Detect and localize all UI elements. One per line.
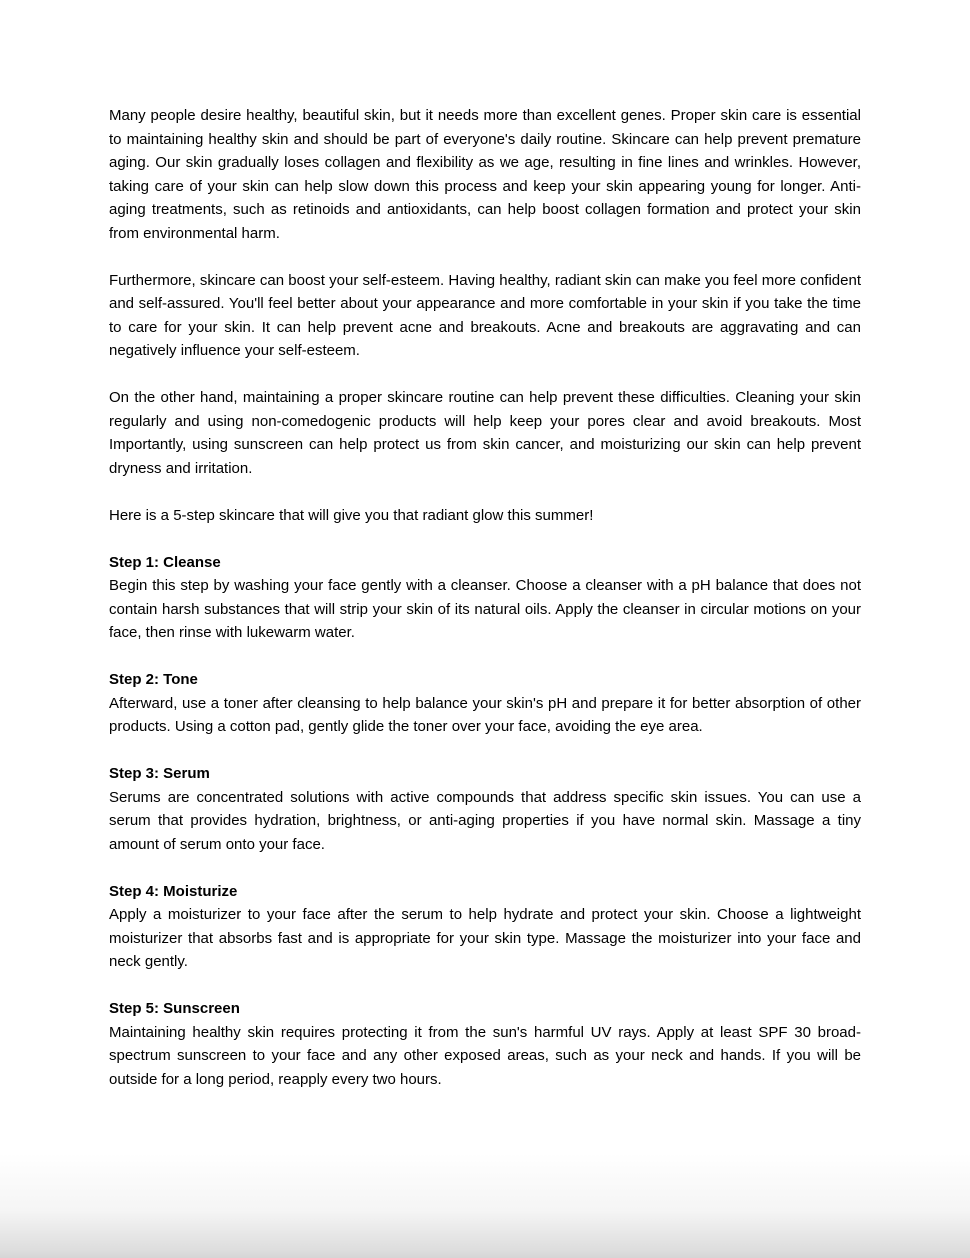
step-heading-cleanse: Step 1: Cleanse xyxy=(109,553,221,571)
step-heading-tone: Step 2: Tone xyxy=(109,671,198,688)
step-section-sunscreen xyxy=(109,997,861,1091)
paragraph-self-esteem: Furthermore, skincare can boost your self-esteem. Having healthy, radiant skin can make you feel more confident and self-assured. You'll feel better about your appearance and more comfortable in your skin if you take the time to care for your skin. It can help prevent acne and breakouts. Acne and breakouts are aggravating and can negatively influence your self-esteem. xyxy=(109,271,861,359)
step-section-serum xyxy=(109,762,861,856)
step-text-serum: Serums are concentrated solutions with active compounds that address specific skin issues. You can use a serum that provides hydration, brightness, or anti-aging properties if you have normal skin. Massage a tiny amount of serum onto your face. xyxy=(109,788,861,853)
step-text-tone: Afterward, use a toner after cleansing to help balance your skin's pH and prepare it for better absorption of other products. Using a cotton pad, gently glide the toner over your face, avoiding the eye area. xyxy=(109,694,861,735)
step-heading-serum: Step 3: Serum xyxy=(109,765,210,782)
step-heading-sunscreen: Step 5: Sunscreen xyxy=(109,1000,240,1017)
step-section-tone xyxy=(109,668,861,739)
step-text-cleanse: Begin this step by washing your face gently with a cleanser. Choose a cleanser with a pH balance that does not contain harsh substances that will strip your skin of its natural oils. Apply the cleanser in circular motions on your face, then rinse with lukewarm water. xyxy=(109,577,861,641)
paragraph-routine-benefits: On the other hand, maintaining a proper skincare routine can help prevent these difficulties. Cleaning your skin regularly and using non-comedogenic products will help keep your pores clear and avoid breakouts. Most Importantly, using sunscreen can help protect us from skin cancer, and moisturizing our skin can help prevent dryness and irritation. xyxy=(109,389,861,477)
paragraph-intro-skin-care: Many people desire healthy, beautiful skin, but it needs more than excellent genes. Proper skin care is essential to maintaining healthy skin and should be part of everyone's daily routine. Skincare can help prevent premature aging. Our skin gradually loses collagen and flexibility as we age, resulting in fine lines and wrinkles. However, taking care of your skin can help slow down this process and keep your skin appearing young for longer. Anti-aging treatments, such as retinoids and antioxidants, can help boost collagen formation and protect your skin from environmental harm. xyxy=(109,107,861,242)
step-section-moisturize xyxy=(109,880,861,974)
document-body xyxy=(109,104,861,1091)
step-section-cleanse xyxy=(109,551,861,645)
step-text-sunscreen: Maintaining healthy skin requires protecting it from the sun's harmful UV rays. Apply at least SPF 30 broad-spectrum sunscreen to your face and any other exposed areas, such as your neck and hands. If you will be outside for a long period, reapply every two hours. xyxy=(109,1023,861,1088)
paragraph-five-step-lead-in: Here is a 5-step skincare that will give you that radiant glow this summer! xyxy=(109,506,594,524)
step-text-moisturize: Apply a moisturizer to your face after the serum to help hydrate and protect your skin. Choose a lightweight moisturizer that absorbs fast and is appropriate for your skin type. Massage the moisturizer into your face and neck gently. xyxy=(109,906,861,970)
step-heading-moisturize: Step 4: Moisturize xyxy=(109,882,238,900)
page-bottom-shadow xyxy=(0,1153,970,1258)
